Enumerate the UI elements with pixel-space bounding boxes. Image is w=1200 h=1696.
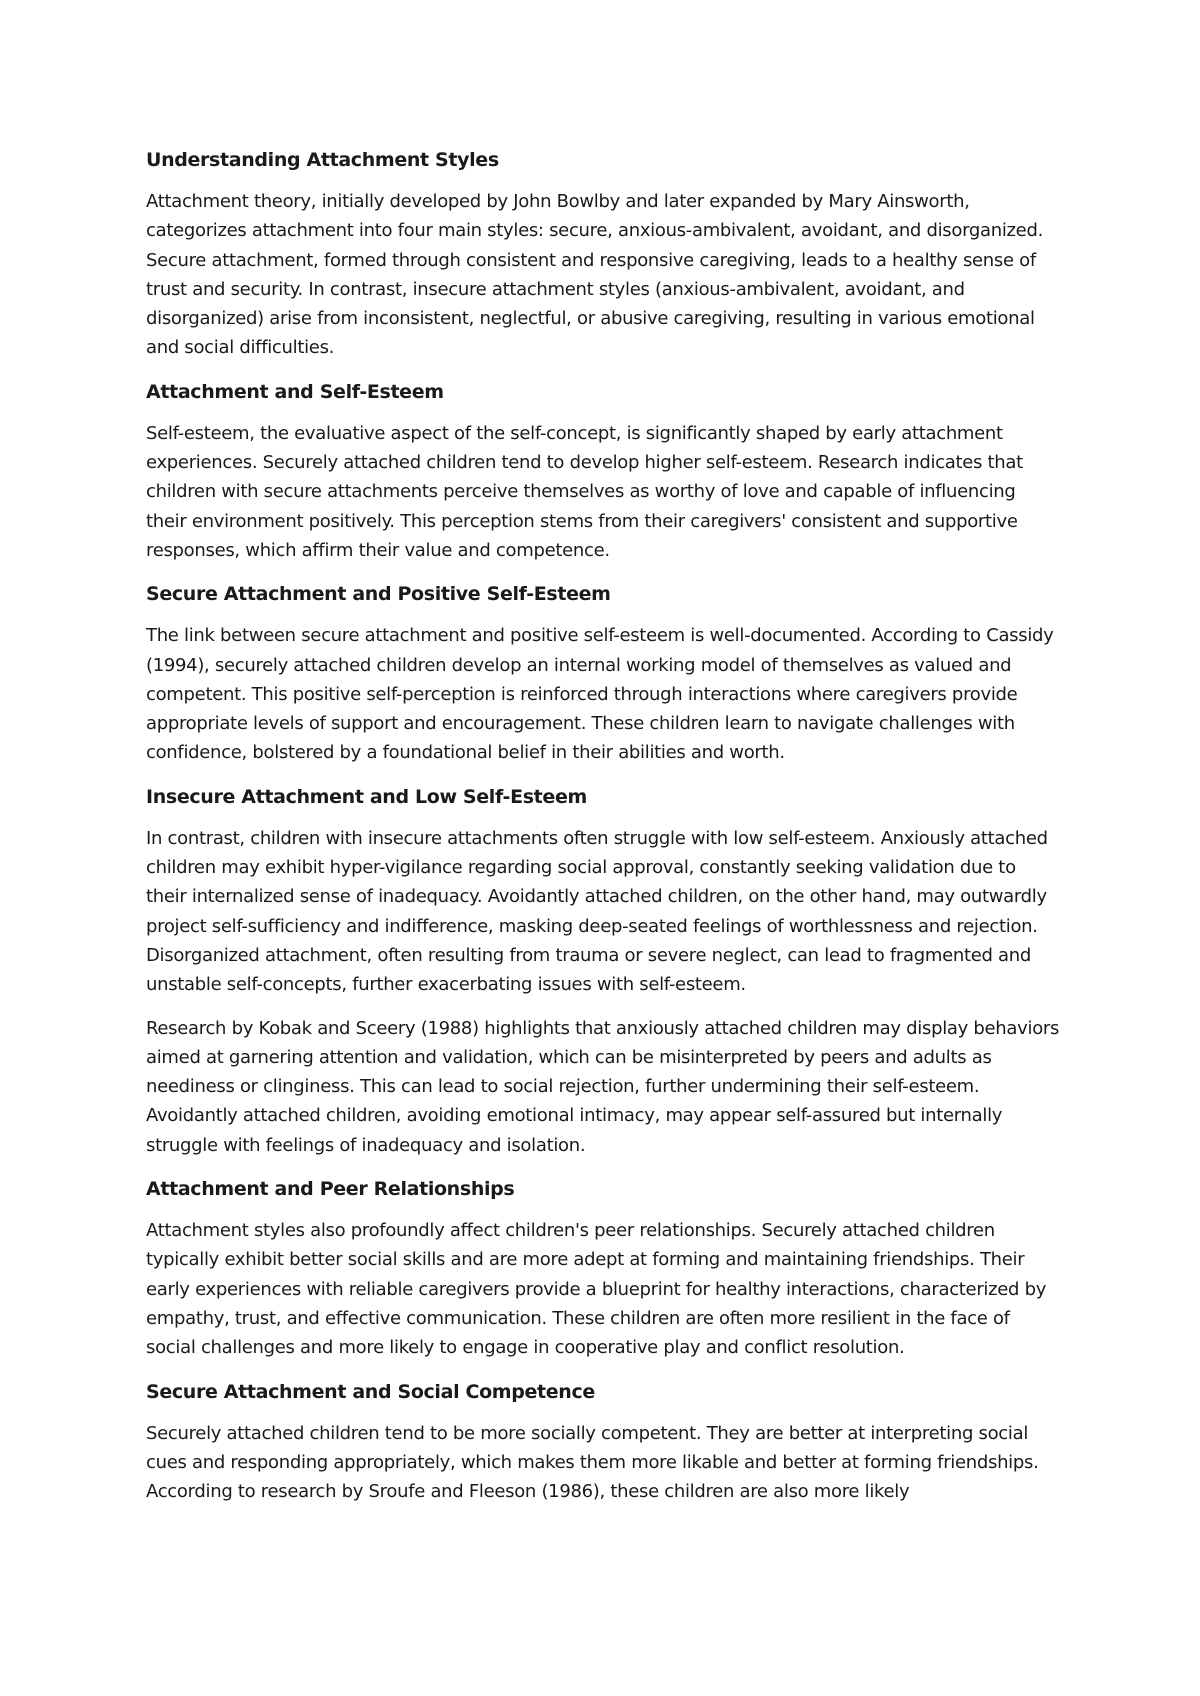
paragraph: Attachment theory, initially developed by John Bowlby and later expanded by Mary Ainsworth, categorizes attachment into four main styles: secure, anxious-ambivalent, avoidant, and disorganized. Secure attachment, formed through consistent and responsive caregiving, leads to a healthy sense of trust and security. In contrast, insecure attachment styles (anxious-ambivalent, avoidant, and disorganized) arise from inconsistent, neglectful, or abusive caregiving, resulting in various emotional and social difficulties. [146, 191, 1044, 359]
paragraph: Securely attached children tend to be more socially competent. They are better at interpreting social cues and responding appropriately, which makes them more likable and better at forming friendships. According to research by Sroufe and Fleeson (1986), these children are also more likely [146, 1422, 1039, 1503]
section-heading: Secure Attachment and Positive Self-Esteem [146, 583, 611, 606]
section-understanding-attachment-styles [146, 145, 1060, 363]
section-attachment-and-self-esteem [146, 377, 1060, 565]
section-heading: Attachment and Peer Relationships [146, 1178, 515, 1201]
section-heading: Secure Attachment and Social Competence [146, 1380, 595, 1403]
paragraph: Self-esteem, the evaluative aspect of the self-concept, is significantly shaped by early attachment experiences. Securely attached children tend to develop higher self-esteem. Research indicates that children with secure attachments perceive themselves as worthy of love and capable of influencing their environment positively. This perception stems from their caregivers' consistent and supportive responses, which affirm their value and competence. [146, 422, 1023, 561]
section-secure-attachment-social-competence [146, 1377, 1060, 1507]
section-secure-attachment-positive-self-esteem [146, 579, 1060, 767]
paragraph: The link between secure attachment and positive self-esteem is well-documented. According to Cassidy (1994), securely attached children develop an internal working model of themselves as valued and competent. This positive self-perception is reinforced through interactions where caregivers provide appropriate levels of support and encouragement. These children learn to navigate challenges with confidence, bolstered by a foundational belief in their abilities and worth. [146, 625, 1054, 764]
section-heading: Insecure Attachment and Low Self-Esteem [146, 785, 587, 808]
section-heading: Attachment and Self-Esteem [146, 380, 444, 403]
section-heading: Understanding Attachment Styles [146, 149, 499, 171]
paragraph: Attachment styles also profoundly affect children's peer relationships. Securely attached children typically exhibit better social skills and are more adept at forming and maintaining friendships. Their early experiences with reliable caregivers provide a blueprint for healthy interactions, characterized by empathy, trust, and effective communication. These children are often more resilient in the face of social challenges and more likely to engage in cooperative play and conflict resolution. [146, 1220, 1047, 1359]
section-attachment-and-peer-relationships [146, 1174, 1060, 1362]
paragraph: In contrast, children with insecure attachments often struggle with low self-esteem. Anxiously attached children may exhibit hyper-vigilance regarding social approval, constantly seeking validation due to their internalized sense of inadequacy. Avoidantly attached children, on the other hand, may outwardly project self-sufficiency and indifference, masking deep-seated feelings of worthlessness and rejection. Disorganized attachment, often resulting from trauma or severe neglect, can lead to fragmented and unstable self-concepts, further exacerbating issues with self-esteem. [146, 827, 1048, 996]
section-insecure-attachment-low-self-esteem [146, 782, 1060, 1160]
paragraph: Research by Kobak and Sceery (1988) highlights that anxiously attached children may display behaviors aimed at garnering attention and validation, which can be misinterpreted by peers and adults as neediness or clinginess. This can lead to social rejection, further undermining their self-esteem. Avoidantly attached children, avoiding emotional intimacy, may appear self-assured but internally struggle with feelings of inadequacy and isolation. [146, 1017, 1060, 1156]
